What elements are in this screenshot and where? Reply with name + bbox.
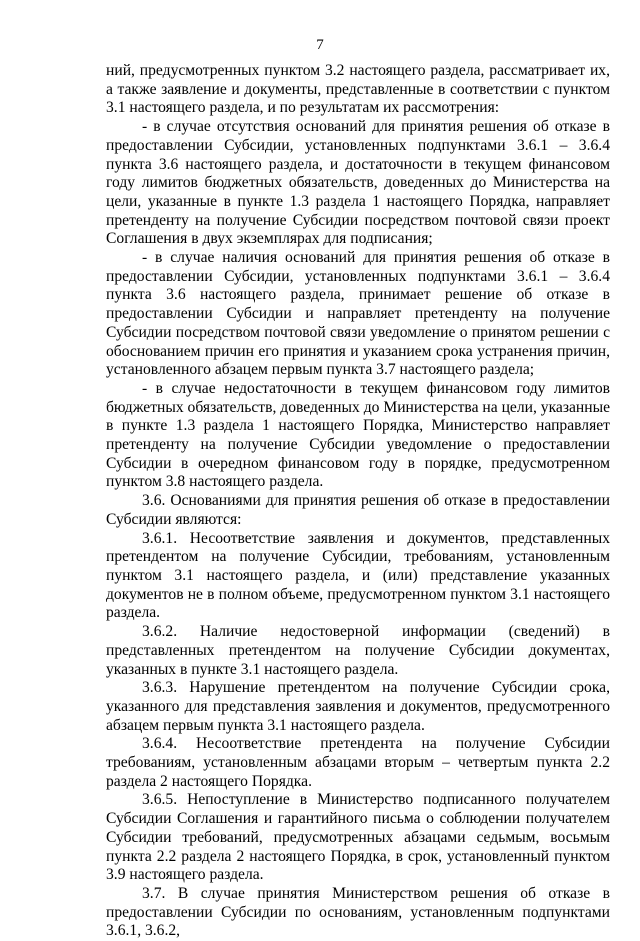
clause-3-6-1: 3.6.1. Несоответствие заявления и документов, представленных претендентом на получение Субсидии, требованиям, установленным пунктом 3.1 настоящего раздела, и (или) представление указанных документов не в полном объеме, предусмотренном пунктом 3.1 настоящего раздела. [106,529,610,622]
clause-3-6: 3.6. Основаниями для принятия решения об отказе в предоставлении Субсидии являются: [106,492,610,528]
page-number: 7 [316,37,324,53]
clause-3-6-3: 3.6.3. Нарушение претендентом на получение Субсидии срока, указанного для представления заявления и документов, предусмотренного абзацем первым пункта 3.1 настоящего раздела. [106,679,610,734]
bullet-grounds-for-refusal: - в случае наличия оснований для принятия решения об отказе в предоставлении Субсидии, установленных подпунктами 3.6.1 – 3.6.4 пункта 3.6 настоящего раздела, принимает решение об отказе в предоставлении Субсидии и направляет претенденту на получение Субсидии посредством почтовой связи уведомление о принятом решении с обоснованием причин его принятия и указанием срока устранения причин, установленного абзацем первым пункта 3.7 настоящего раздела; [106,249,610,379]
document-body [106,62,610,941]
clause-3-7: 3.7. В случае принятия Министерством решения об отказе в предоставлении Субсидии по основаниям, установленным подпунктами 3.6.1, 3.6.2, [106,884,610,940]
clause-3-6-5: 3.6.5. Непоступление в Министерство подписанного получателем Субсидии Соглашения и гарантийного письма о соблюдении получателем Субсидии требований, предусмотренных абзацами седьмым, восьмым пункта 2.2 раздела 2 настоящего Порядка, в срок, установленный пунктом 3.9 настоящего раздела. [106,791,610,884]
clause-3-6-4: 3.6.4. Несоответствие претендента на получение Субсидии требованиям, установленным абзацами вторым – четвертым пункта 2.2 раздела 2 настоящего Порядка. [106,735,610,790]
paragraph-continuation: ний, предусмотренных пунктом 3.2 настоящего раздела, рассматривает их, а также заявление и документы, представленные в соответствии с пунктом 3.1 настоящего раздела, и по результатам их рассмотрения: [106,62,610,117]
bullet-no-grounds-for-refusal: - в случае отсутствия оснований для принятия решения об отказе в предоставлении Субсидии, установленных подпунктами 3.6.1 – 3.6.4 пункта 3.6 настоящего раздела, и достаточности в текущем финансовом году лимитов бюджетных обязательств, доведенных до Министерства на цели, указанные в пункте 1.3 раздела 1 настоящего Порядка, направляет претенденту на получение Субсидии посредством почтовой связи проект Соглашения в двух экземплярах для подписания; [106,118,610,248]
clause-3-6-2: 3.6.2. Наличие недостоверной информации (сведений) в представленных претендентом на получение Субсидии документах, указанных в пункте 3.1 настоящего раздела. [106,623,610,678]
bullet-insufficient-limits: - в случае недостаточности в текущем финансовом году лимитов бюджетных обязательств, доведенных до Министерства на цели, указанные в пункте 1.3 раздела 1 настоящего Порядка, Министерство направляет претенденту на получение Субсидии уведомление о предоставлении Субсидии в очередном финансовом году в порядке, предусмотренном пунктом 3.8 настоящего раздела. [106,379,610,491]
